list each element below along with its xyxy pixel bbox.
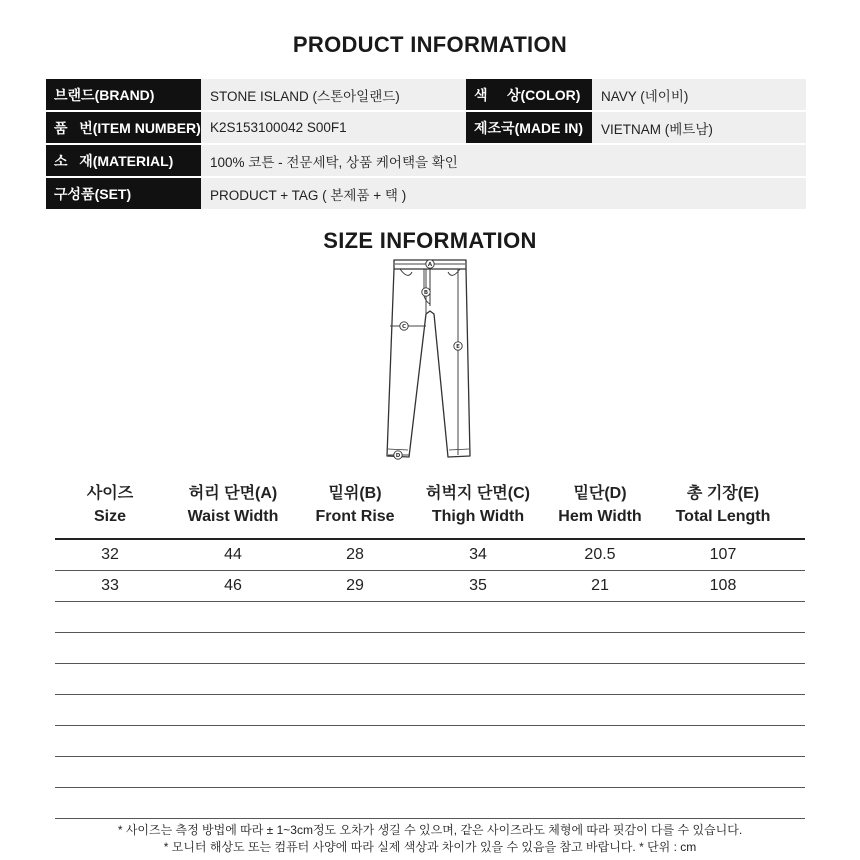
col-size-en: Size bbox=[93, 508, 126, 525]
cell-size: 32 bbox=[101, 546, 119, 563]
table-row bbox=[55, 602, 805, 633]
size-table-header bbox=[55, 482, 805, 528]
marker-c-label: C bbox=[401, 324, 407, 330]
table-row bbox=[55, 695, 805, 726]
cell-thigh: 34 bbox=[469, 546, 487, 563]
info-row-item-number bbox=[46, 112, 806, 143]
cell-thigh: 35 bbox=[469, 577, 487, 594]
info-row-brand bbox=[46, 79, 806, 110]
col-hem-ko: 밑단(D) bbox=[573, 485, 627, 502]
col-size-ko: 사이즈 bbox=[86, 485, 134, 502]
col-thigh-ko: 허벅지 단면(C) bbox=[426, 485, 530, 502]
footnote-1: * 사이즈는 측정 방법에 따라 ± 1~3cm정도 오차가 생길 수 있으며, 같은 사이즈라도 체형에 따라 핏감이 다를 수 있습니다. bbox=[117, 823, 743, 837]
col-waist-ko: 허리 단면(A) bbox=[188, 485, 278, 502]
size-information-title: SIZE INFORMATION bbox=[323, 228, 537, 253]
material-value: 100% 코튼 - 전문세탁, 상품 케어택을 확인 bbox=[210, 154, 458, 170]
col-size bbox=[55, 482, 165, 528]
cell-rise: 29 bbox=[346, 577, 364, 594]
cell-waist: 46 bbox=[224, 577, 242, 594]
table-row bbox=[55, 757, 805, 788]
cell-length: 108 bbox=[709, 577, 737, 594]
col-rise-ko: 밑위(B) bbox=[328, 485, 382, 502]
made-in-label: 제조국(MADE IN) bbox=[466, 112, 592, 143]
col-rise-en: Front Rise bbox=[315, 508, 395, 525]
cell-rise: 28 bbox=[346, 546, 364, 563]
cell-hem: 21 bbox=[591, 577, 609, 594]
set-value: PRODUCT + TAG ( 본제품 + 택 ) bbox=[210, 187, 407, 203]
col-waist bbox=[165, 482, 301, 528]
size-table bbox=[55, 538, 805, 819]
col-thigh-en: Thigh Width bbox=[431, 508, 525, 525]
brand-label: 브랜드(BRAND) bbox=[46, 79, 201, 110]
col-waist-en: Waist Width bbox=[187, 508, 279, 525]
table-row bbox=[55, 664, 805, 695]
color-value: NAVY (네이비) bbox=[601, 88, 689, 104]
cell-hem: 20.5 bbox=[584, 546, 616, 563]
cell-length: 107 bbox=[709, 546, 737, 563]
color-label: 색 상(COLOR) bbox=[466, 79, 592, 110]
product-info-table bbox=[46, 79, 806, 211]
col-length-en: Total Length bbox=[675, 508, 771, 525]
marker-a-label: A bbox=[427, 262, 433, 268]
table-row bbox=[55, 571, 805, 602]
col-length bbox=[653, 482, 793, 528]
table-row bbox=[55, 726, 805, 757]
col-hem-en: Hem Width bbox=[558, 508, 642, 525]
col-hem bbox=[547, 482, 653, 528]
marker-e-label: E bbox=[456, 344, 460, 350]
table-row bbox=[55, 540, 805, 571]
info-row-set bbox=[46, 178, 806, 209]
footnote-2: * 모니터 해상도 또는 컴퓨터 사양에 따라 실제 색상과 차이가 있을 수 있음을 참고 바랍니다. * 단위 : cm bbox=[163, 840, 697, 854]
table-row bbox=[55, 788, 805, 819]
col-thigh bbox=[409, 482, 547, 528]
made-in-value: VIETNAM (베트남) bbox=[601, 121, 713, 137]
set-label: 구성품(SET) bbox=[46, 178, 201, 209]
marker-b-label: B bbox=[423, 290, 429, 296]
info-row-material bbox=[46, 145, 806, 176]
item-number-value: K2S153100042 S00F1 bbox=[210, 120, 347, 135]
cell-waist: 44 bbox=[224, 546, 242, 563]
material-label: 소 재(MATERIAL) bbox=[46, 145, 201, 176]
cell-size: 33 bbox=[101, 577, 119, 594]
marker-d-label: D bbox=[395, 453, 401, 459]
product-information-title: PRODUCT INFORMATION bbox=[292, 32, 568, 57]
pants-measurement-diagram bbox=[378, 256, 482, 466]
footnotes bbox=[0, 822, 860, 856]
brand-value: STONE ISLAND (스톤아일랜드) bbox=[210, 88, 400, 104]
item-number-label: 품 번(ITEM NUMBER) bbox=[46, 112, 201, 143]
col-length-ko: 총 기장(E) bbox=[686, 485, 760, 502]
table-row bbox=[55, 633, 805, 664]
col-rise bbox=[301, 482, 409, 528]
